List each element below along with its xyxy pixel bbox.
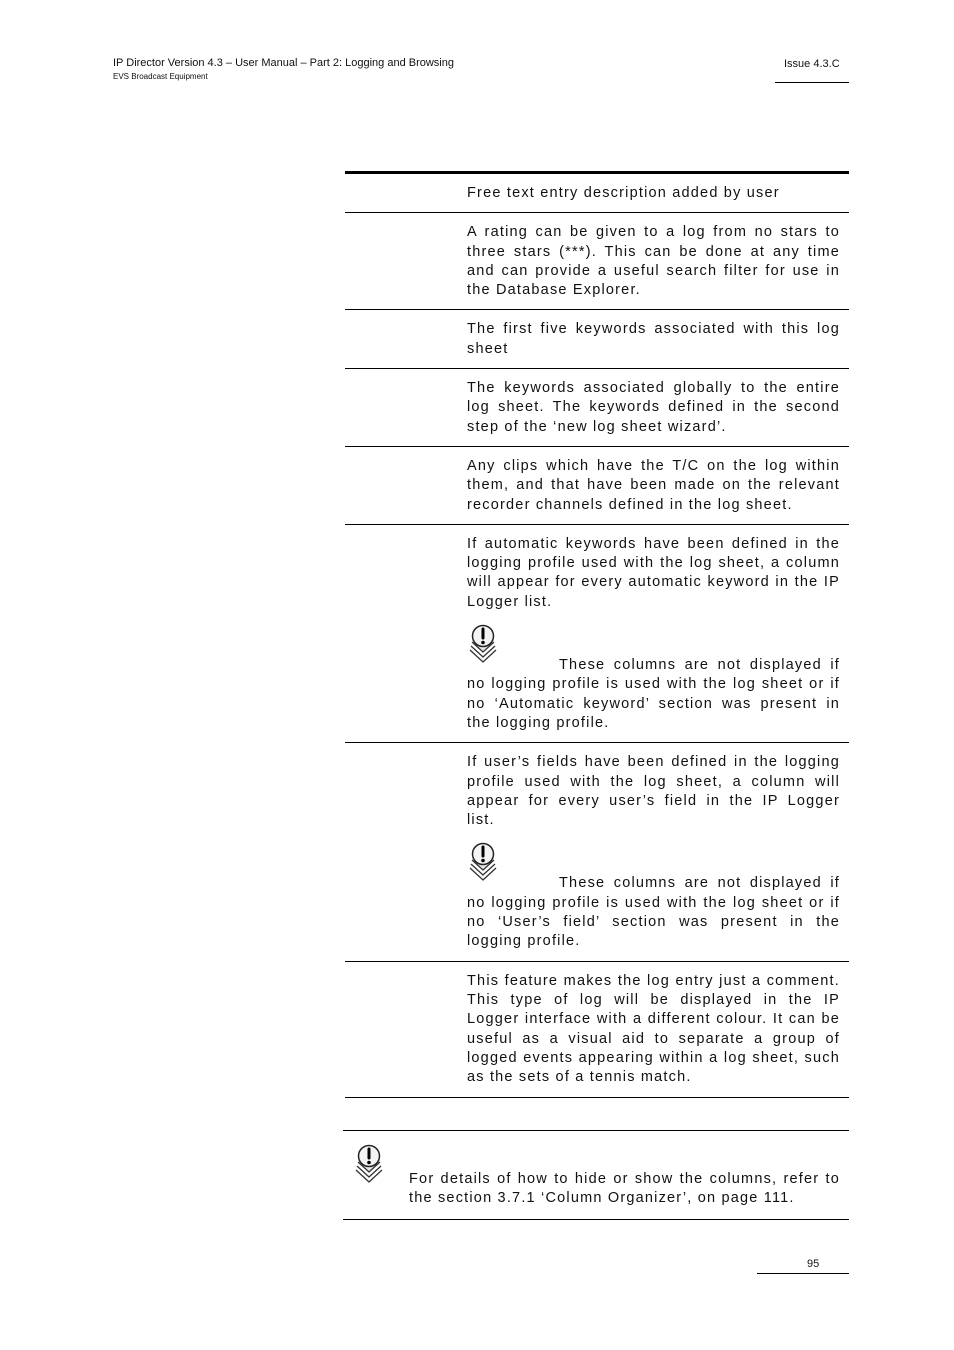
row-description: This feature makes the log entry just a comment. This type of log will be displayed in the IP Logger interface with a different colour. It can be useful as a visual aid to separate a group of logged events appearing within a log sheet, such as the sets of a tennis match. <box>467 972 840 1086</box>
document-title: IP Director Version 4.3 – User Manual – Part 2: Logging and Browsing <box>113 57 454 69</box>
row-description: Free text entry description added by user <box>467 185 780 201</box>
note-icon <box>353 1144 385 1184</box>
table-row <box>345 962 849 1099</box>
note-text: These columns are not displayed if no logging profile is used with the log sheet or if no ‘User’s field’ section was present in the logging profile. <box>467 875 840 950</box>
row-description: If user’s fields have been defined in the logging profile used with the log sheet, a column will appear for every user’s field in the IP Logger list. <box>467 754 840 829</box>
row-description: The first five keywords associated with this log sheet <box>467 321 840 357</box>
table-row <box>345 369 849 447</box>
table-row <box>345 213 849 310</box>
row-description: The keywords associated globally to the entire log sheet. The keywords defined in the second step of the ‘new log sheet wizard’. <box>467 380 840 435</box>
row-description: Any clips which have the T/C on the log within them, and that have been made on the relevant recorder channels defined in the log sheet. <box>467 457 840 513</box>
bottom-note-text: For details of how to hide or show the columns, refer to the section 3.7.1 ‘Column Organizer’, on page 111. <box>409 1171 840 1207</box>
footer-rule <box>757 1273 849 1274</box>
note-text: These columns are not displayed if no logging profile is used with the log sheet or if no ‘Automatic keyword’ section was present in the logging profile. <box>467 657 840 731</box>
table-row <box>345 743 849 961</box>
page-number: 95 <box>807 1258 820 1270</box>
company-name: EVS Broadcast Equipment <box>113 72 208 81</box>
bottom-note <box>343 1130 849 1220</box>
table-row <box>345 310 849 369</box>
row-note <box>467 624 840 733</box>
table-row <box>345 174 849 213</box>
header-rule <box>775 82 849 83</box>
table-row <box>345 525 849 743</box>
row-description: If automatic keywords have been defined in the logging profile used with the log sheet, a column will appear for every automatic keyword in the IP Logger list. <box>467 535 840 610</box>
table-row <box>345 447 849 525</box>
row-note <box>467 842 840 951</box>
column-description-table <box>345 171 849 1098</box>
issue-label: Issue 4.3.C <box>784 58 840 70</box>
row-description: A rating can be given to a log from no stars to three stars (***). This can be done at any time and can provide a useful search filter for use in the Database Explorer. <box>467 224 840 299</box>
